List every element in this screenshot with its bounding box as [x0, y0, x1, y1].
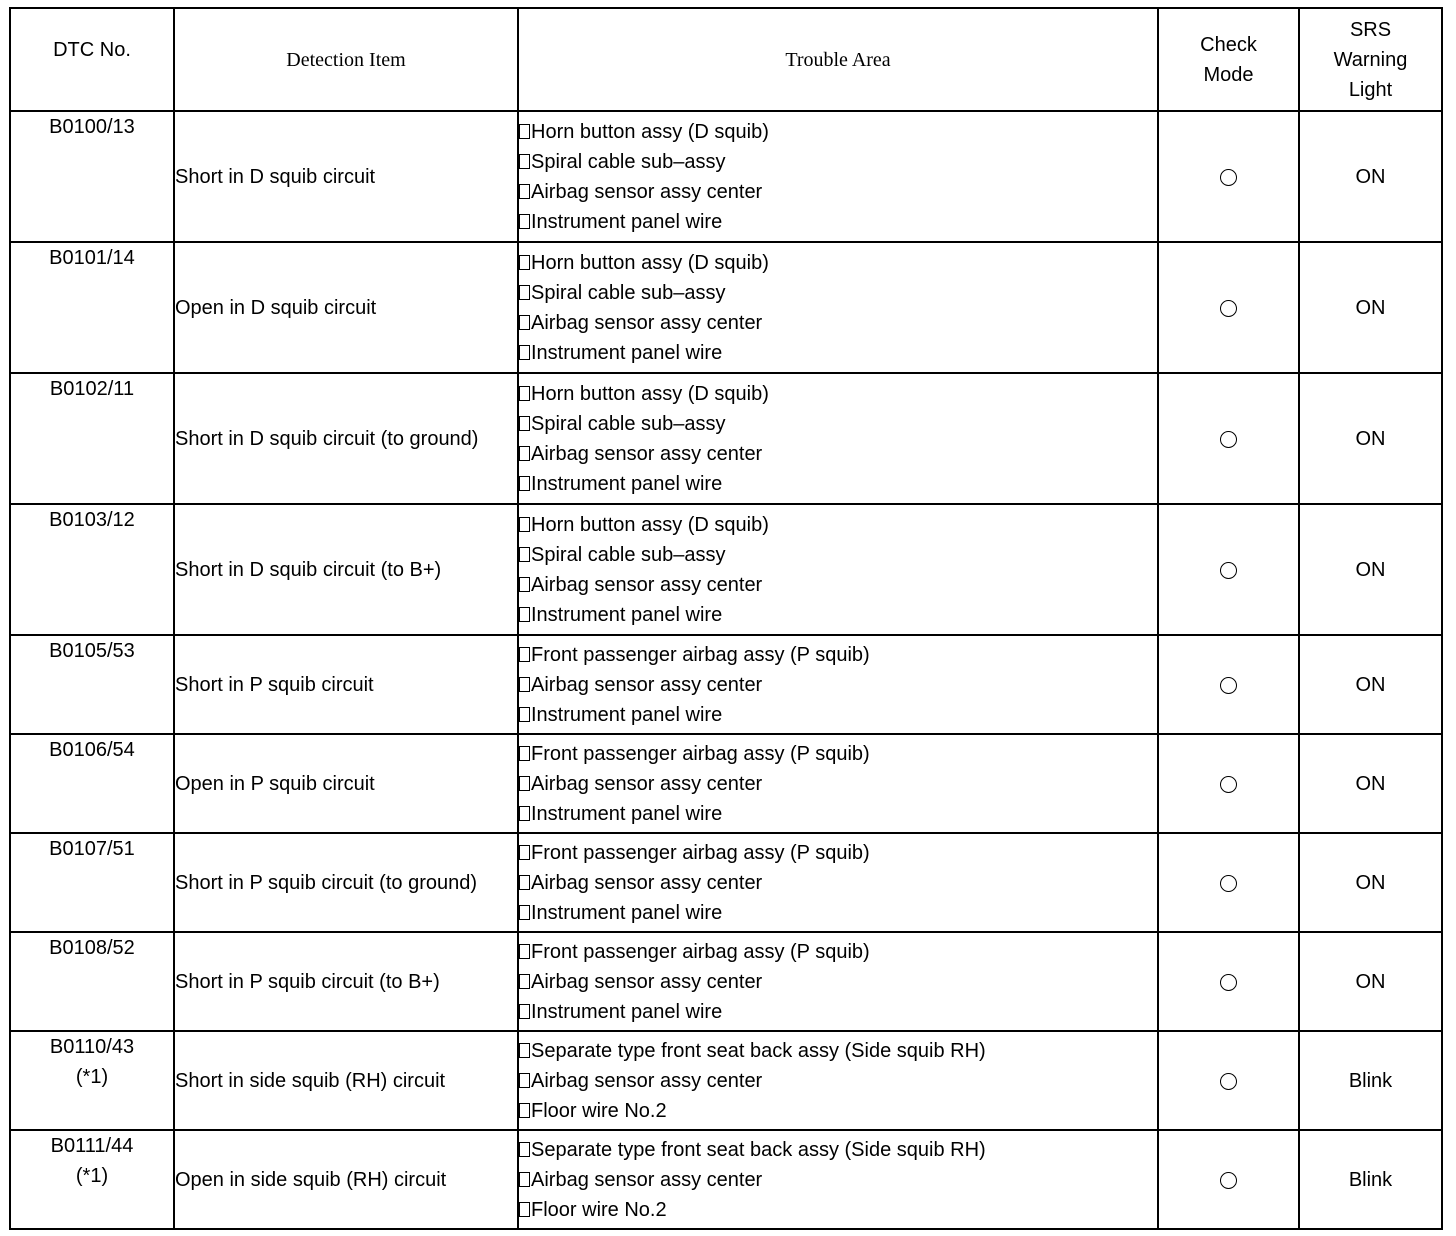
check-mode-cell: [1158, 635, 1299, 734]
trouble-area-label: Airbag sensor assy center: [531, 180, 763, 203]
srs-warning-light-value: ON: [1299, 734, 1442, 833]
check-mode-cell: [1158, 504, 1299, 635]
trouble-area-cell: [518, 504, 1158, 635]
check-mode-cell: [1158, 932, 1299, 1031]
table-row: [10, 1130, 1442, 1229]
trouble-area-label: Instrument panel wire: [531, 472, 723, 495]
checkbox-square-icon: [519, 154, 530, 169]
detection-item: Short in D squib circuit (to B+): [174, 504, 518, 635]
circle-icon: [1220, 431, 1237, 448]
checkbox-square-icon: [519, 285, 530, 300]
checkbox-square-icon: [519, 776, 530, 791]
trouble-area-item: [519, 967, 1157, 997]
trouble-area-item: [519, 379, 1157, 409]
srs-warning-light-value: ON: [1299, 242, 1442, 373]
checkbox-square-icon: [519, 184, 530, 199]
dtc-code-cell: [10, 242, 174, 373]
trouble-area-item: [519, 1165, 1157, 1195]
trouble-area-label: Front passenger airbag assy (P squib): [531, 940, 870, 963]
trouble-area-label: Floor wire No.2: [531, 1099, 667, 1122]
checkbox-square-icon: [519, 1202, 530, 1217]
checkbox-square-icon: [519, 607, 530, 622]
trouble-area-label: Airbag sensor assy center: [531, 1069, 763, 1092]
trouble-area-item: [519, 338, 1157, 368]
checkbox-square-icon: [519, 875, 530, 890]
trouble-area-label: Instrument panel wire: [531, 703, 723, 726]
checkbox-square-icon: [519, 647, 530, 662]
trouble-area-item: [519, 1096, 1157, 1126]
trouble-area-label: Horn button assy (D squib): [531, 382, 769, 405]
dtc-code-cell: [10, 734, 174, 833]
trouble-area-label: Spiral cable sub–assy: [531, 281, 726, 304]
checkbox-square-icon: [519, 416, 530, 431]
trouble-area-cell: [518, 932, 1158, 1031]
dtc-code: B0103/12: [49, 509, 135, 531]
trouble-area-item: [519, 600, 1157, 630]
dtc-code: B0110/43: [49, 1036, 135, 1058]
circle-icon: [1220, 875, 1237, 892]
check-mode-cell: [1158, 373, 1299, 504]
trouble-area-label: Airbag sensor assy center: [531, 871, 763, 894]
dtc-code: B0105/53: [49, 640, 135, 662]
trouble-area-item: [519, 1135, 1157, 1165]
dtc-code: B0100/13: [49, 116, 135, 138]
trouble-area-label: Front passenger airbag assy (P squib): [531, 841, 870, 864]
trouble-area-label: Instrument panel wire: [531, 1000, 723, 1023]
checkbox-square-icon: [519, 517, 530, 532]
dtc-code: B0102/11: [49, 378, 135, 400]
dtc-code-cell: [10, 373, 174, 504]
checkbox-square-icon: [519, 577, 530, 592]
checkbox-square-icon: [519, 124, 530, 139]
checkbox-square-icon: [519, 255, 530, 270]
header-dtc-no: DTC No.: [10, 8, 174, 111]
trouble-area-label: Instrument panel wire: [531, 802, 723, 825]
trouble-area-cell: [518, 373, 1158, 504]
trouble-area-item: [519, 640, 1157, 670]
trouble-area-item: [519, 670, 1157, 700]
trouble-area-label: Airbag sensor assy center: [531, 673, 763, 696]
header-detection-item: Detection Item: [174, 8, 518, 111]
dtc-code-cell: [10, 833, 174, 932]
table-header-row: [10, 8, 1442, 111]
trouble-area-item: [519, 117, 1157, 147]
trouble-area-item: [519, 207, 1157, 237]
detection-item: Short in D squib circuit (to ground): [174, 373, 518, 504]
circle-icon: [1220, 776, 1237, 793]
trouble-area-label: Separate type front seat back assy (Side squib RH): [531, 1039, 986, 1062]
trouble-area-item: [519, 570, 1157, 600]
trouble-area-item: [519, 868, 1157, 898]
checkbox-square-icon: [519, 1004, 530, 1019]
check-mode-cell: [1158, 111, 1299, 242]
check-mode-cell: [1158, 1130, 1299, 1229]
srs-warning-light-value: ON: [1299, 635, 1442, 734]
trouble-area-cell: [518, 111, 1158, 242]
trouble-area-label: Airbag sensor assy center: [531, 573, 763, 596]
detection-item: Short in D squib circuit: [174, 111, 518, 242]
trouble-area-cell: [518, 635, 1158, 734]
trouble-area-label: Airbag sensor assy center: [531, 442, 763, 465]
trouble-area-item: [519, 510, 1157, 540]
dtc-code: B0106/54: [49, 739, 135, 761]
table-row: [10, 734, 1442, 833]
trouble-area-item: [519, 769, 1157, 799]
dtc-code-cell: [10, 635, 174, 734]
checkbox-square-icon: [519, 386, 530, 401]
trouble-area-item: [519, 177, 1157, 207]
srs-warning-light-value: ON: [1299, 111, 1442, 242]
trouble-area-label: Airbag sensor assy center: [531, 1168, 763, 1191]
trouble-area-item: [519, 1066, 1157, 1096]
checkbox-square-icon: [519, 214, 530, 229]
trouble-area-label: Airbag sensor assy center: [531, 970, 763, 993]
srs-warning-light-value: ON: [1299, 373, 1442, 504]
trouble-area-item: [519, 147, 1157, 177]
trouble-area-item: [519, 308, 1157, 338]
check-mode-cell: [1158, 242, 1299, 373]
dtc-code: B0107/51: [49, 838, 135, 860]
checkbox-square-icon: [519, 1172, 530, 1187]
table-row: [10, 242, 1442, 373]
checkbox-square-icon: [519, 315, 530, 330]
circle-icon: [1220, 974, 1237, 991]
trouble-area-label: Instrument panel wire: [531, 603, 723, 626]
checkbox-square-icon: [519, 1142, 530, 1157]
detection-item: Open in side squib (RH) circuit: [174, 1130, 518, 1229]
checkbox-square-icon: [519, 905, 530, 920]
trouble-area-cell: [518, 1031, 1158, 1130]
trouble-area-cell: [518, 734, 1158, 833]
table-row: [10, 504, 1442, 635]
trouble-area-label: Horn button assy (D squib): [531, 513, 769, 536]
table-row: [10, 1031, 1442, 1130]
check-mode-cell: [1158, 1031, 1299, 1130]
detection-item: Open in P squib circuit: [174, 734, 518, 833]
header-srs-warning-light: SRS Warning Light: [1299, 8, 1442, 111]
checkbox-square-icon: [519, 1073, 530, 1088]
checkbox-square-icon: [519, 1043, 530, 1058]
circle-icon: [1220, 677, 1237, 694]
checkbox-square-icon: [519, 345, 530, 360]
srs-warning-light-value: ON: [1299, 833, 1442, 932]
dtc-code-cell: [10, 111, 174, 242]
trouble-area-item: [519, 439, 1157, 469]
table-row: [10, 833, 1442, 932]
detection-item: Short in P squib circuit: [174, 635, 518, 734]
circle-icon: [1220, 1073, 1237, 1090]
checkbox-square-icon: [519, 944, 530, 959]
dtc-footnote: (*1): [75, 1066, 109, 1088]
header-trouble-area: Trouble Area: [518, 8, 1158, 111]
trouble-area-label: Separate type front seat back assy (Side squib RH): [531, 1138, 986, 1161]
dtc-code-cell: [10, 932, 174, 1031]
trouble-area-item: [519, 799, 1157, 829]
trouble-area-label: Spiral cable sub–assy: [531, 150, 726, 173]
dtc-code: B0108/52: [49, 937, 135, 959]
trouble-area-label: Spiral cable sub–assy: [531, 412, 726, 435]
header-check-mode: Check Mode: [1158, 8, 1299, 111]
dtc-code: B0111/44: [50, 1135, 134, 1157]
trouble-area-item: [519, 540, 1157, 570]
checkbox-square-icon: [519, 974, 530, 989]
trouble-area-item: [519, 409, 1157, 439]
checkbox-square-icon: [519, 446, 530, 461]
trouble-area-label: Floor wire No.2: [531, 1198, 667, 1221]
dtc-code: B0101/14: [49, 247, 135, 269]
check-mode-cell: [1158, 833, 1299, 932]
trouble-area-label: Instrument panel wire: [531, 901, 723, 924]
trouble-area-item: [519, 739, 1157, 769]
circle-icon: [1220, 562, 1237, 579]
checkbox-square-icon: [519, 547, 530, 562]
trouble-area-label: Front passenger airbag assy (P squib): [531, 742, 870, 765]
trouble-area-item: [519, 1195, 1157, 1225]
table-row: [10, 635, 1442, 734]
checkbox-square-icon: [519, 707, 530, 722]
detection-item: Short in P squib circuit (to B+): [174, 932, 518, 1031]
dtc-code-cell: [10, 1130, 174, 1229]
srs-warning-light-value: ON: [1299, 932, 1442, 1031]
srs-warning-light-value: Blink: [1299, 1130, 1442, 1229]
table-row: [10, 111, 1442, 242]
trouble-area-label: Airbag sensor assy center: [531, 311, 763, 334]
trouble-area-item: [519, 278, 1157, 308]
trouble-area-label: Spiral cable sub–assy: [531, 543, 726, 566]
table-row: [10, 932, 1442, 1031]
trouble-area-label: Instrument panel wire: [531, 210, 723, 233]
srs-warning-light-value: Blink: [1299, 1031, 1442, 1130]
checkbox-square-icon: [519, 476, 530, 491]
table-row: [10, 373, 1442, 504]
dtc-table: [9, 7, 1443, 1230]
trouble-area-label: Horn button assy (D squib): [531, 120, 769, 143]
checkbox-square-icon: [519, 1103, 530, 1118]
trouble-area-item: [519, 937, 1157, 967]
trouble-area-cell: [518, 833, 1158, 932]
trouble-area-label: Horn button assy (D squib): [531, 251, 769, 274]
trouble-area-label: Front passenger airbag assy (P squib): [531, 643, 870, 666]
circle-icon: [1220, 300, 1237, 317]
trouble-area-item: [519, 1036, 1157, 1066]
table-body: [10, 111, 1442, 1229]
trouble-area-cell: [518, 1130, 1158, 1229]
detection-item: Open in D squib circuit: [174, 242, 518, 373]
trouble-area-item: [519, 898, 1157, 928]
trouble-area-item: [519, 469, 1157, 499]
trouble-area-item: [519, 248, 1157, 278]
trouble-area-item: [519, 997, 1157, 1027]
detection-item: Short in side squib (RH) circuit: [174, 1031, 518, 1130]
trouble-area-cell: [518, 242, 1158, 373]
dtc-code-cell: [10, 1031, 174, 1130]
check-mode-cell: [1158, 734, 1299, 833]
checkbox-square-icon: [519, 845, 530, 860]
checkbox-square-icon: [519, 677, 530, 692]
trouble-area-label: Airbag sensor assy center: [531, 772, 763, 795]
dtc-code-cell: [10, 504, 174, 635]
checkbox-square-icon: [519, 806, 530, 821]
checkbox-square-icon: [519, 746, 530, 761]
trouble-area-item: [519, 838, 1157, 868]
trouble-area-label: Instrument panel wire: [531, 341, 723, 364]
circle-icon: [1220, 169, 1237, 186]
circle-icon: [1220, 1172, 1237, 1189]
srs-warning-light-value: ON: [1299, 504, 1442, 635]
detection-item: Short in P squib circuit (to ground): [174, 833, 518, 932]
trouble-area-item: [519, 700, 1157, 730]
dtc-footnote: (*1): [75, 1165, 109, 1187]
